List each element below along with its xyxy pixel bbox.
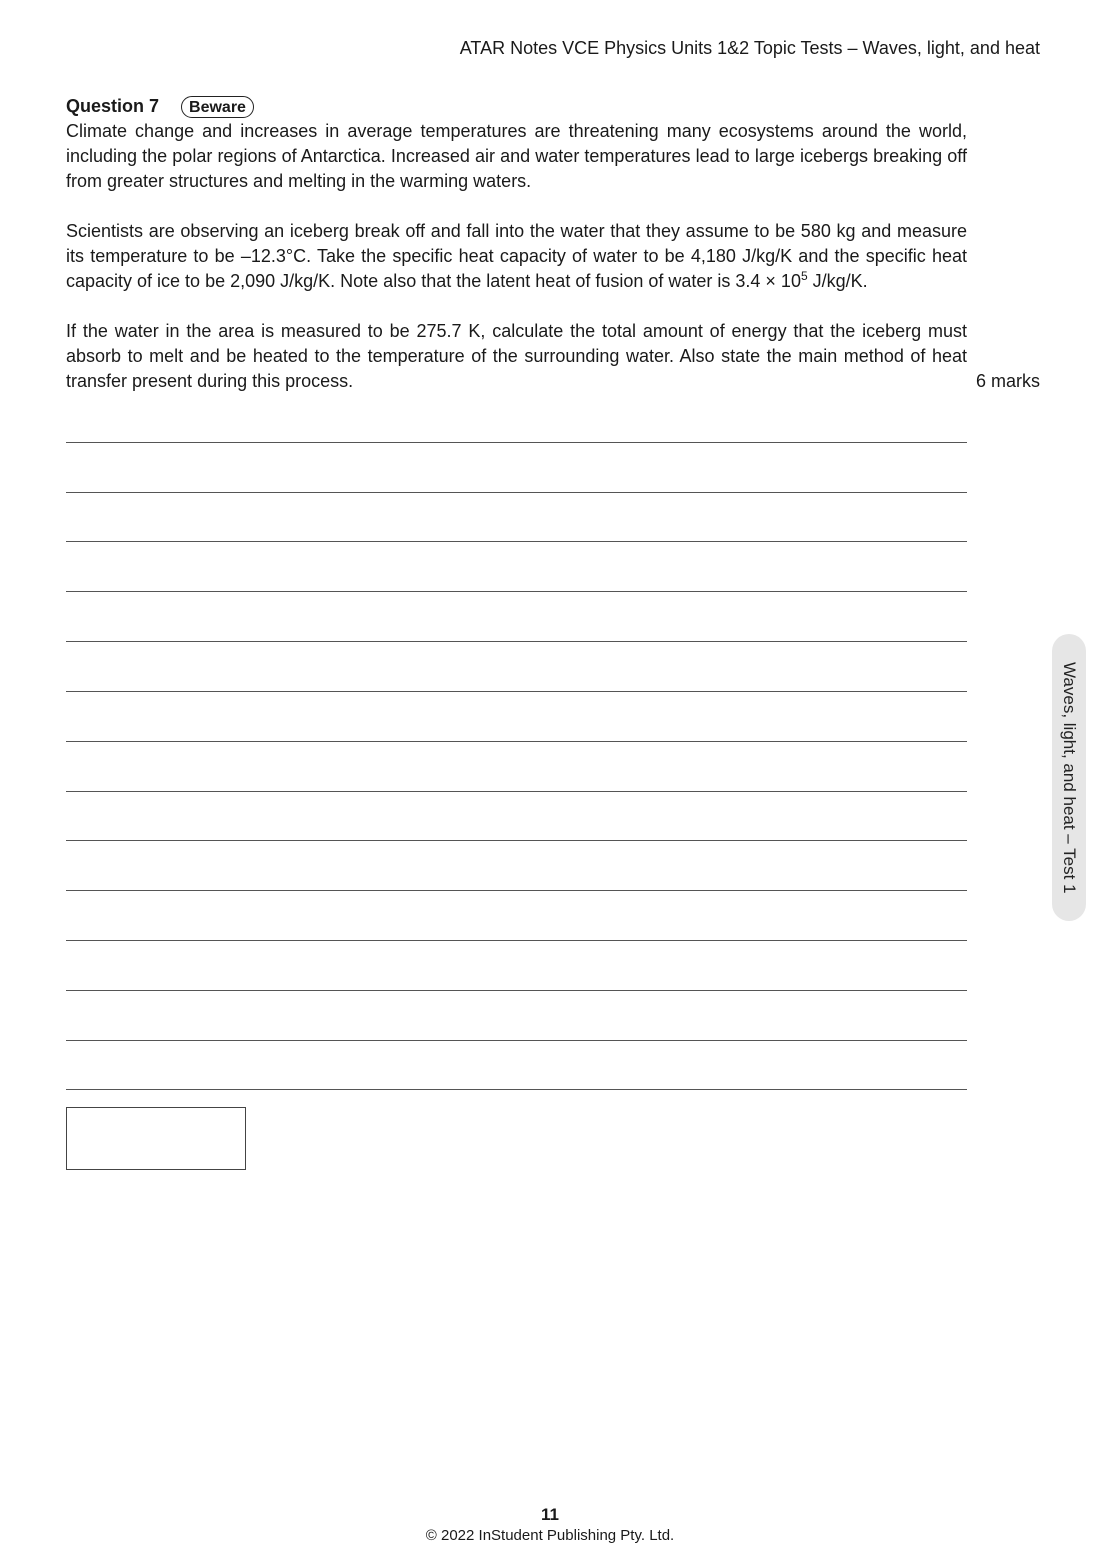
question-paragraph-3: If the water in the area is measured to be 275.7 K, calculate the total amount of energy that the iceberg must absorb to melt and be heated to the temperature of the surrounding water. Also state the main method of heat transfer present during this process. (66, 321, 967, 391)
paragraph-2-text-b: J/kg/K. (807, 271, 868, 291)
answer-line (66, 492, 967, 493)
beware-badge: Beware (181, 96, 254, 118)
answer-line (66, 741, 967, 742)
answer-line (66, 691, 967, 692)
marks-label: 6 marks (975, 371, 1040, 391)
side-tab-label: Waves, light, and heat – Test 1 (1060, 661, 1079, 894)
paragraph-2-exponent: 5 (800, 269, 808, 283)
answer-line (66, 840, 967, 841)
answer-line (66, 442, 967, 443)
side-tab (1052, 634, 1086, 921)
answer-line (66, 1040, 967, 1041)
question-paragraph-2 (66, 219, 967, 294)
answer-line (66, 541, 967, 542)
answer-line (66, 890, 967, 891)
running-header: ATAR Notes VCE Physics Units 1&2 Topic Tests – Waves, light, and heat (459, 38, 1040, 58)
question-paragraph-1: Climate change and increases in average temperatures are threatening many ecosystems around the world, including the polar regions of Antarctica. Increased air and water temperatures lead to large icebergs breaking off from greater structures and melting in the warming waters. (66, 121, 967, 191)
copyright-notice: © 2022 InStudent Publishing Pty. Ltd. (425, 1527, 675, 1544)
marks-box[interactable] (66, 1107, 246, 1170)
page-number: 11 (541, 1505, 559, 1524)
question-label: Question 7 (66, 96, 160, 116)
answer-line (66, 591, 967, 592)
question-heading (66, 94, 967, 119)
answer-line (66, 940, 967, 941)
answer-line (66, 791, 967, 792)
answer-line (66, 1089, 967, 1090)
answer-line (66, 990, 967, 991)
question-block (66, 94, 967, 394)
paragraph-2-text-a: Scientists are observing an iceberg break off and fall into the water that they assume to be 580 kg and measure its temperature to be –12.3°C. Take the specific heat capacity of water to be 4,180 J/kg/K and the specific heat capacity of ice to be 2,090 J/kg/K. Note also that the latent heat of fusion of water is 3.4 × 10 (66, 221, 967, 291)
answer-line (66, 641, 967, 642)
